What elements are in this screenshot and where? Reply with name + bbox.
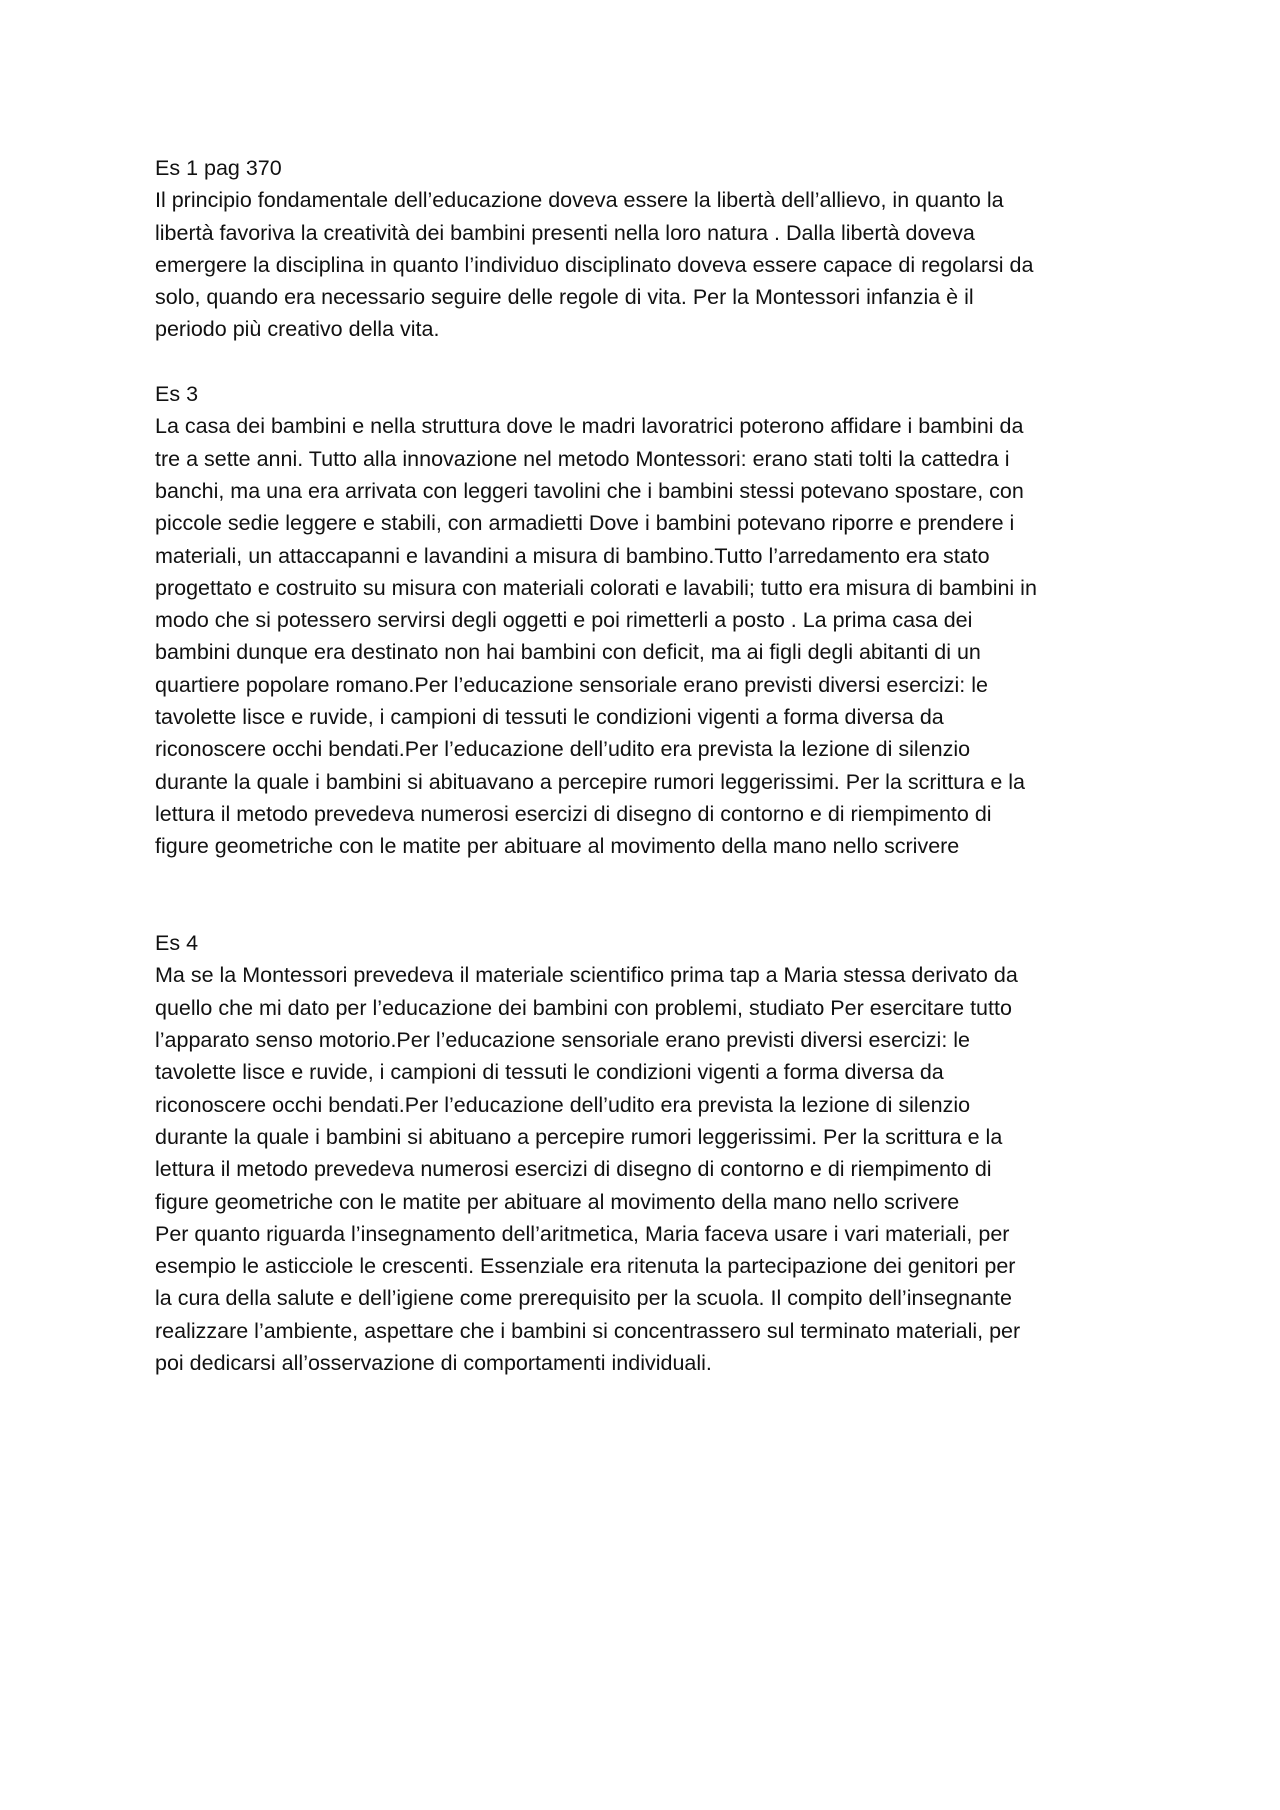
section-paragraph: La casa dei bambini e nella struttura dove le madri lavoratrici poterono affidare i bambini da tre a sette anni. Tutto alla innovazione nel metodo Montessori: erano stati tolti la cattedra i banchi, ma una era arrivata con leggeri tavolini che i bambini stessi potevano spostare, con piccole sedie leggere e stabili, con armadietti Dove i bambini potevano riporre e prendere i materiali, un attaccapanni e lavandini a misura di bambino.Tutto l’arredamento era stato progettato e costruito su misura con materiali colorati e lavabili; tutto era misura di bambini in modo che si potessero servirsi degli oggetti e poi rimetterli a posto . La prima casa dei bambini dunque era destinato non hai bambini con deficit, ma ai figli degli abitanti di un quartiere popolare romano.Per l’educazione sensoriale erano previsti diversi esercizi: le tavolette lisce e ruvide, i campioni di tessuti le condizioni vigenti a forma diversa da riconoscere occhi bendati.Per l’educazione dell’udito era prevista la lezione di silenzio durante la quale i bambini si abituavano a percepire rumori leggerissimi. Per la scrittura e la lettura il metodo prevedeva numerosi esercizi di disegno di contorno e di riempimento di figure geometriche con le matite per abituare al movimento della mano nello scrivere bbox=[155, 414, 1037, 859]
section-spacer bbox=[155, 346, 1145, 378]
section-spacer bbox=[155, 863, 1145, 928]
section-paragraph: Per quanto riguarda l’insegnamento dell’aritmetica, Maria faceva usare i vari materiali, per esempio le asticciole le crescenti. Essenziale era ritenuta la partecipazione dei genitori per la cura della salute e dell’igiene come prerequisito per la scuola. Il compito dell’insegnante realizzare l’ambiente, aspettare che i bambini si concentrassero sul terminato materiali, per poi dedicarsi all’osservazione di comportamenti individuali. bbox=[155, 1221, 1021, 1375]
section-title: Es 1 pag 370 bbox=[155, 156, 282, 180]
section-paragraph: Ma se la Montessori prevedeva il materiale scientifico prima tap a Maria stessa derivato da quello che mi dato per l’educazione dei bambini con problemi, studiato Per esercitare tutto l’apparato senso motorio.Per l’educazione sensoriale erano previsti diversi esercizi: le tavolette lisce e ruvide, i campioni di tessuti le condizioni vigenti a forma diversa da riconoscere occhi bendati.Per l’educazione dell’udito era prevista la lezione di silenzio durante la quale i bambini si abituano a percepire rumori leggerissimi. Per la scrittura e la lettura il metodo prevedeva numerosi esercizi di disegno di contorno e di riempimento di figure geometriche con le matite per abituare al movimento della mano nello scrivere bbox=[155, 963, 1018, 1214]
section-es-4 bbox=[155, 927, 1145, 1379]
section-title: Es 3 bbox=[155, 382, 199, 407]
section-title: Es 4 bbox=[155, 931, 199, 956]
document-body bbox=[155, 152, 1145, 1379]
section-es-3 bbox=[155, 378, 1145, 862]
section-es-1 bbox=[155, 152, 1145, 346]
section-paragraph: Il principio fondamentale dell’educazione doveva essere la libertà dell’allievo, in quanto la libertà favoriva la creatività dei bambini presenti nella loro natura . Dalla libertà doveva emergere la disciplina in quanto l’individuo disciplinato doveva essere capace di regolarsi da solo, quando era necessario seguire delle regole di vita. Per la Montessori infanzia è il periodo più creativo della vita. bbox=[155, 188, 1034, 342]
